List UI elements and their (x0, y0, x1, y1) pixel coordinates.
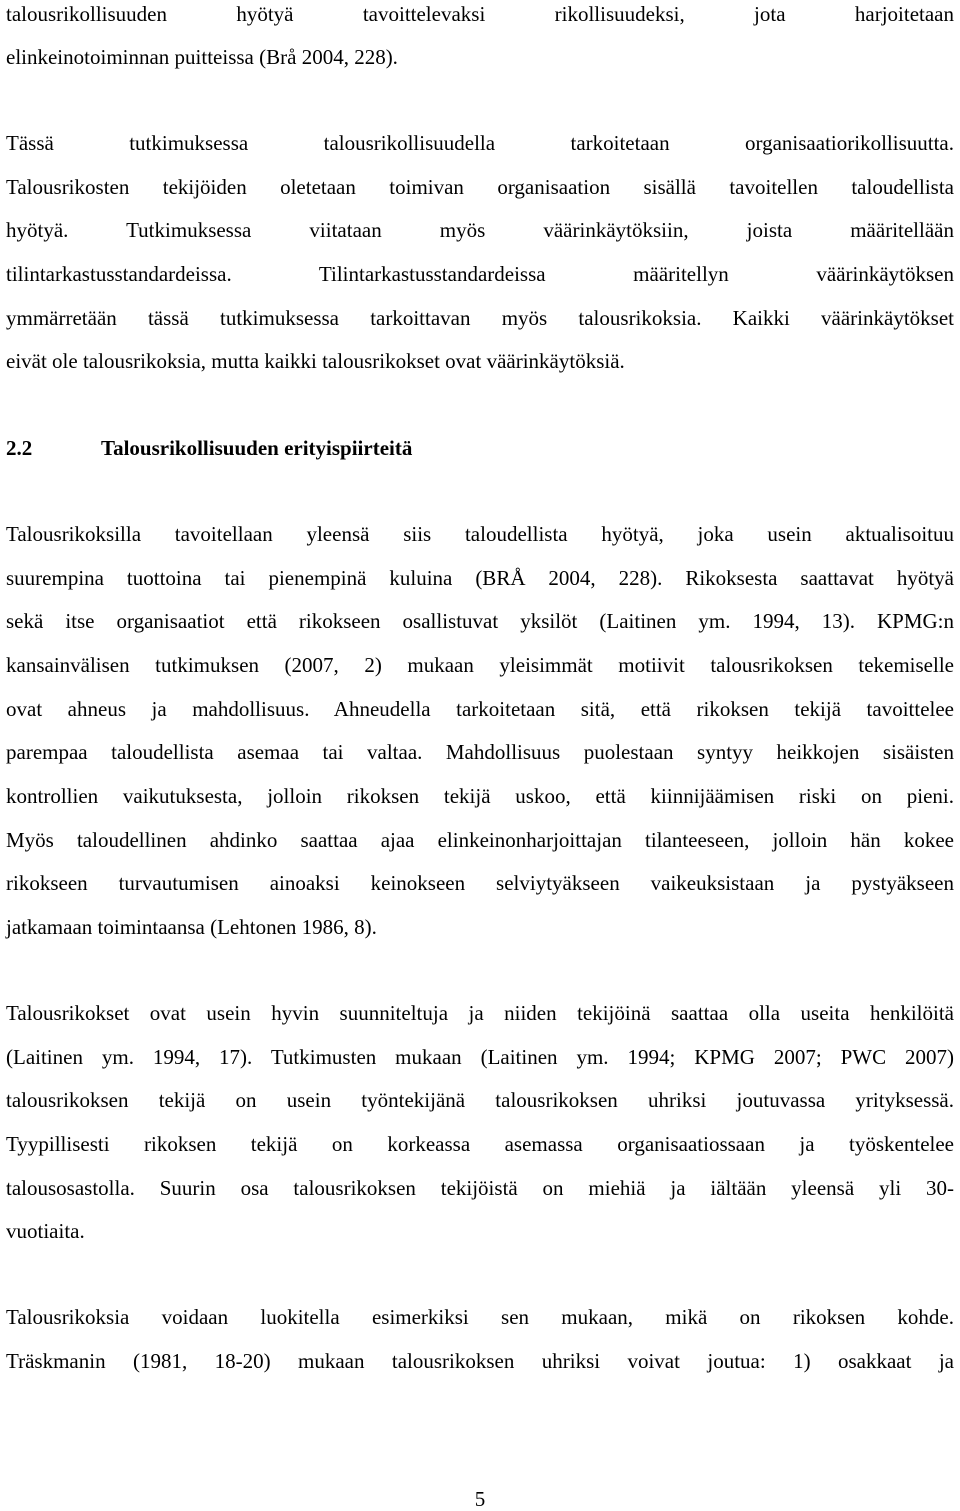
paragraph-4-line-1: Talousrikokset ovat usein hyvin suunniteltuja ja niiden tekijöinä saattaa olla useita henkilöitä (6, 1001, 954, 1025)
paragraph-2-line-2: Talousrikosten tekijöiden oletetaan toimivan organisaation sisällä tavoitellen taloudellista (6, 175, 954, 199)
paragraph-3-line-5: ovat ahneus ja mahdollisuus. Ahneudella tarkoitetaan sitä, että rikoksen tekijä tavoittelee (6, 697, 954, 721)
paragraph-2-line-3: hyötyä. Tutkimuksessa viitataan myös väärinkäytöksiin, joista määritellään (6, 218, 954, 242)
paragraph-3-line-4: kansainvälisen tutkimuksen (2007, 2) mukaan yleisimmät motiivit talousrikoksen tekemiselle (6, 653, 954, 677)
paragraph-5-line-2: Träskmanin (1981, 18-20) mukaan talousrikoksen uhriksi voivat joutua: 1) osakkaat ja (6, 1349, 954, 1373)
paragraph-1-line-2: elinkeinotoiminnan puitteissa (Brå 2004, 228). (6, 45, 398, 69)
paragraph-5-line-1: Talousrikoksia voidaan luokitella esimerkiksi sen mukaan, mikä on rikoksen kohde. (6, 1305, 954, 1329)
paragraph-4-line-3: talousrikoksen tekijä on usein työntekijänä talousrikoksen uhriksi joutuvassa yrityksessä. (6, 1088, 954, 1112)
paragraph-2-line-5: ymmärretään tässä tutkimuksessa tarkoittavan myös talousrikoksia. Kaikki väärinkäytökset (6, 306, 954, 330)
paragraph-2-line-1: Tässä tutkimuksessa talousrikollisuudella tarkoitetaan organisaatiorikollisuutta. (6, 131, 954, 155)
page-number: 5 (474, 1487, 486, 1511)
paragraph-3-line-8: Myös taloudellinen ahdinko saattaa ajaa elinkeinonharjoittajan tilanteeseen, jolloin hän kokee (6, 828, 954, 852)
paragraph-3-line-3: sekä itse organisaatiot että rikokseen osallistuvat yksilöt (Laitinen ym. 1994, 13). KPMG:n (6, 609, 954, 633)
paragraph-4-line-2: (Laitinen ym. 1994, 17). Tutkimusten mukaan (Laitinen ym. 1994; KPMG 2007; PWC 2007) (6, 1045, 954, 1069)
paragraph-2-line-4: tilintarkastusstandardeissa. Tilintarkastusstandardeissa määritellyn väärinkäytöksen (6, 262, 954, 286)
paragraph-4-line-6: vuotiaita. (6, 1219, 85, 1243)
section-heading (6, 435, 954, 461)
paragraph-4-line-5: talousosastolla. Suurin osa talousrikoksen tekijöistä on miehiä ja iältään yleensä yli 30- (6, 1176, 954, 1200)
section-title: Talousrikollisuuden erityispiirteitä (101, 436, 413, 460)
paragraph-3-line-1: Talousrikoksilla tavoitellaan yleensä siis taloudellista hyötyä, joka usein aktualisoituu (6, 522, 954, 546)
paragraph-4-line-4: Tyypillisesti rikoksen tekijä on korkeassa asemassa organisaatiossaan ja työskentelee (6, 1132, 954, 1156)
paragraph-3-line-2: suurempina tuottoina tai pienempinä kuluina (BRÅ 2004, 228). Rikoksesta saattavat hyötyä (6, 566, 954, 590)
section-number: 2.2 (6, 436, 33, 460)
paragraph-1-line-1: talousrikollisuuden hyötyä tavoittelevaksi rikollisuudeksi, jota harjoitetaan (6, 2, 954, 26)
paragraph-3-line-9: rikokseen turvautumisen ainoaksi keinokseen selviytyäkseen vaikeuksistaan ja pystyäkseen (6, 871, 954, 895)
paragraph-3-line-10: jatkamaan toimintaansa (Lehtonen 1986, 8). (6, 915, 377, 939)
paragraph-2-line-6: eivät ole talousrikoksia, mutta kaikki talousrikokset ovat väärinkäytöksiä. (6, 349, 625, 373)
paragraph-3-line-7: kontrollien vaikutuksesta, jolloin rikoksen tekijä uskoo, että kiinnijäämisen riski on pieni. (6, 784, 954, 808)
paragraph-3-line-6: parempaa taloudellista asemaa tai valtaa. Mahdollisuus puolestaan syntyy heikkojen sisäisten (6, 740, 954, 764)
